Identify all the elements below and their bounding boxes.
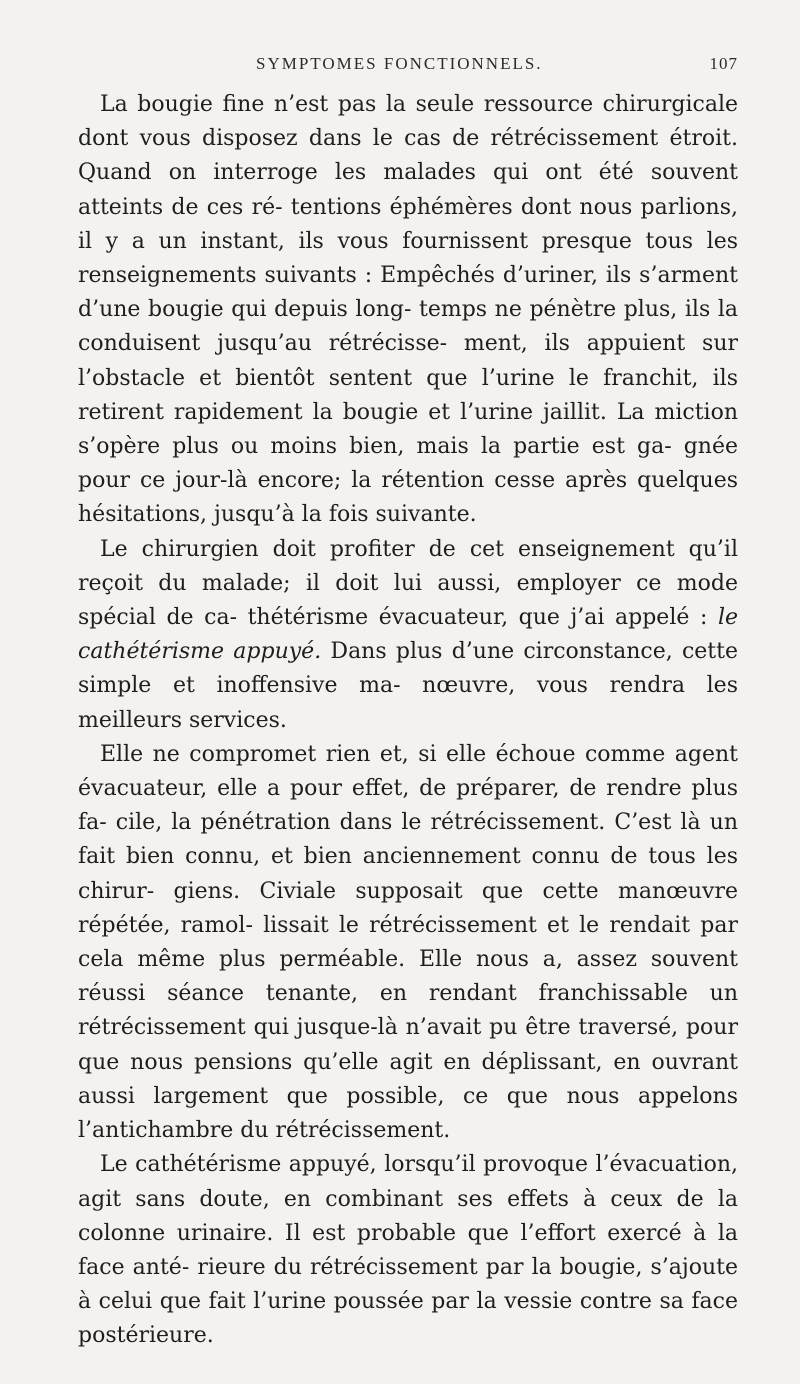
paragraph-2-italic-term: le cathétérisme appuyé.: [78, 605, 738, 665]
paragraph-2-text-start: Le chirurgien doit profiter de cet enseignement qu’il reçoit du malade; il doit lui aussi, employer ce mode spécial de ca- thétérisme évacuateur, que j’ai appelé :: [78, 536, 738, 631]
paragraph-1: La bougie fine n’est pas la seule ressource chirurgicale dont vous disposez dans le cas de rétrécissement étroit. Quand on interroge les malades qui ont été souvent atteints de ces ré- tentions éphémères dont nous parlions, il y a un instant, ils vous fournissent presque tous les renseignements suivants : Empêchés d’uriner, ils s’arment d’une bougie qui depuis long- temps ne pénètre plus, ils la conduisent jusqu’au rétrécisse- ment, ils appuient sur l’obstacle et bientôt sentent que l’urine le franchit, ils retirent rapidement la bougie et l’urine jaillit. La miction s’opère plus ou moins bien, mais la partie est ga- gnée pour ce jour-là encore; la rétention cesse après quelques hésitations, jusqu’à la fois suivante.: [78, 92, 738, 528]
paragraph-2: [78, 533, 738, 738]
paragraph-2-text-end: Dans plus d’une circonstance, cette simple et inoffensive ma- nœuvre, vous rendra les meilleurs services.: [78, 639, 739, 733]
page-number: 107: [709, 54, 738, 73]
paragraph-4: Le cathétérisme appuyé, lorsqu’il provoque l’évacuation, agit sans doute, en combinant ses effets à ceux de la colonne urinaire. Il est probable que l’effort exercé à la face anté- rieure du rétrécissement par la bougie, s’ajoute à celui que fait l’urine poussée par la vessie contre sa face postérieure.: [78, 1152, 738, 1349]
paragraph-3: Elle ne compromet rien et, si elle échoue comme agent évacuateur, elle a pour effet, de préparer, de rendre plus fa- cile, la pénétration dans le rétrécissement. C’est là un fait bien connu, et bien anciennement connu de tous les chirur- giens. Civiale supposait que cette manœuvre répétée, ramol- lissait le rétrécissement et le rendait par cela même plus perméable. Elle nous a, assez souvent réussi séance tenante, en rendant franchissable un rétrécissement qui jusque-là n’avait pu être traversé, pour que nous pensions qu’elle agit en déplissant, en ouvrant aussi largement que possible, ce que nous appelons l’antichambre du rétrécissement.: [78, 741, 738, 1144]
running-head: [78, 52, 738, 88]
running-title: SYMPTOMES FONCTIONNELS.: [256, 54, 543, 73]
book-page: [78, 52, 738, 1354]
